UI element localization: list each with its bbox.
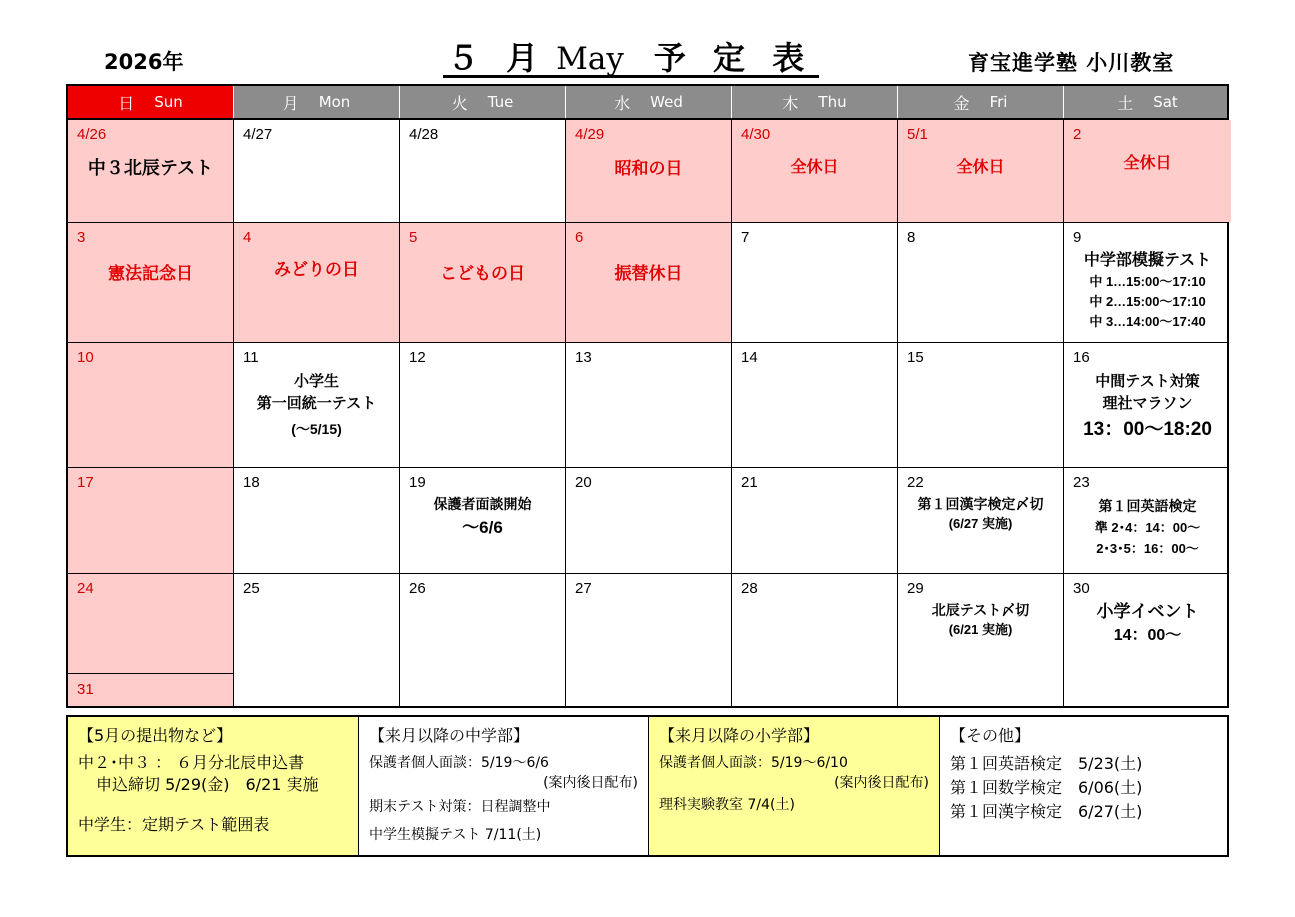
day-cell (566, 223, 732, 342)
day-cell (400, 120, 566, 222)
day-event: 昭和の日 (614, 159, 683, 178)
calendar-header (66, 84, 1229, 120)
day-number: 23 (1073, 474, 1090, 491)
day-cell (566, 343, 732, 467)
day-event: こどもの日 (440, 264, 525, 283)
school-name: 育宝進学塾 小川教室 (968, 51, 1175, 75)
day-number: 14 (741, 349, 758, 366)
info-box-title: 【その他】 (950, 726, 1031, 745)
day-number: 3 (77, 229, 86, 246)
day-number: 4/27 (243, 126, 273, 143)
day-cell (1064, 223, 1231, 342)
day-event: 全休日 (956, 159, 1005, 176)
info-box-title: 【来月以降の中学部】 (369, 726, 530, 745)
day-number: 17 (77, 474, 94, 491)
day-number: 13 (575, 349, 592, 366)
day-cell (68, 574, 234, 706)
day-cell (68, 223, 234, 342)
day-event: 北辰テスト〆切 (6/21 実施) (931, 602, 1030, 637)
day-number: 27 (575, 580, 592, 597)
day-cell (898, 343, 1064, 467)
day-header-tue: 火 Tue (400, 86, 566, 118)
info-box-elementary: 【来月以降の小学部】 保護者個人面談：5/19～6/10 (案内後日配布) 理科実験教室 7/4(土) (649, 717, 940, 855)
title-month: ５ 月 (447, 39, 547, 77)
day-number: 10 (77, 349, 94, 366)
day-cell (732, 223, 898, 342)
day-event: 小学生 第一回統一テスト (～5/15) (256, 373, 377, 437)
day-number: 19 (409, 474, 426, 491)
day-cell (898, 468, 1064, 573)
title-label: 予 定 表 (653, 39, 813, 77)
day-header-sat: 土 Sat (1117, 93, 1178, 113)
day-number: 4/28 (409, 126, 439, 143)
week-row (68, 120, 1227, 223)
day-cell (1064, 343, 1231, 467)
day-cell (732, 574, 898, 706)
day-number: 11 (243, 349, 259, 366)
info-box-junior-high: 【来月以降の中学部】 保護者個人面談：5/19～6/6 (案内後日配布) 期末テスト対策：日程調整中 中学生模擬テスト 7/11(土) (359, 717, 649, 855)
day-cell (234, 574, 400, 706)
day-cell (234, 343, 400, 467)
day-event: 保護者面談開始 ～6/6 (433, 496, 532, 537)
info-box-other: 【その他】 第１回英語検定 5/23(土) 第１回数学検定 6/06(土) 第１回漢字検定 6/27(土) (940, 717, 1227, 855)
info-box-submissions: 【5月の提出物など】 中２･中３ ： ６月分北辰申込書 申込締切 5/29(金) 6/21 実施 中学生：定期テスト範囲表 (68, 717, 359, 855)
day-number: 6 (575, 229, 584, 246)
day-cell (1064, 574, 1231, 706)
day-number: 22 (907, 474, 924, 491)
day-cell (898, 120, 1064, 222)
day-cell (566, 120, 732, 222)
day-header-sun: 日 Sun (68, 86, 234, 118)
day-header-mon: 月 Mon (234, 86, 400, 118)
day-event: 第１回英語検定 準 2･4：14：00～ 2･3･5：16：00～ (1094, 498, 1201, 556)
day-number: 16 (1073, 349, 1090, 366)
day-cell (400, 468, 566, 573)
day-cell (732, 468, 898, 573)
info-box-title: 【5月の提出物など】 (78, 726, 233, 745)
day-event: 中３北辰テスト (87, 158, 214, 178)
week-row (68, 343, 1227, 468)
day-number: 9 (1073, 229, 1082, 246)
day-number: 28 (741, 580, 758, 597)
day-number: 15 (907, 349, 924, 366)
title-month-en: May (556, 41, 624, 77)
info-panel (66, 715, 1229, 857)
day-cell (400, 343, 566, 467)
day-number: 5/1 (907, 126, 928, 143)
day-event: みどりの日 (274, 260, 359, 279)
day-number: 2 (1073, 126, 1082, 143)
day-number: 8 (907, 229, 916, 246)
info-box-title: 【来月以降の小学部】 (659, 726, 820, 745)
day-event: 憲法記念日 (108, 264, 193, 283)
day-number: 12 (409, 349, 426, 366)
day-event: 第１回漢字検定〆切 (6/27 実施) (917, 496, 1044, 531)
day-number: 4/26 (77, 126, 107, 143)
day-number: 4 (243, 229, 252, 246)
day-number: 25 (243, 580, 260, 597)
day-number: 21 (741, 474, 758, 491)
day-cell (234, 468, 400, 573)
calendar-weeks (66, 120, 1229, 708)
day-number: 20 (575, 474, 592, 491)
day-cell (566, 574, 732, 706)
day-cell (400, 223, 566, 342)
day-cell (68, 120, 234, 222)
day-cell (898, 223, 1064, 342)
day-cell (1064, 120, 1231, 222)
day-number: 31 (77, 681, 94, 698)
day-event: 全休日 (1123, 155, 1172, 172)
day-cell (400, 574, 566, 706)
day-header-fri: 金 Fri (898, 86, 1064, 118)
day-cell (68, 468, 234, 573)
day-number: 18 (243, 474, 260, 491)
day-number: 5 (409, 229, 418, 246)
day-number: 26 (409, 580, 426, 597)
week-row (68, 468, 1227, 574)
day-cell (1064, 468, 1231, 573)
day-header-wed: 水 Wed (566, 86, 732, 118)
day-cell (234, 120, 400, 222)
page-title (443, 38, 819, 78)
day-number: 4/30 (741, 126, 771, 143)
week-row (68, 574, 1227, 706)
day-number: 4/29 (575, 126, 605, 143)
week-row (68, 223, 1227, 343)
day-cell (68, 343, 234, 467)
day-number: 7 (741, 229, 750, 246)
day-event: 小学イベント 14：00～ (1096, 602, 1199, 644)
day-number: 30 (1073, 580, 1090, 597)
calendar (66, 84, 1229, 708)
day-cell (732, 120, 898, 222)
day-event: 振替休日 (614, 264, 683, 283)
day-cell (566, 468, 732, 573)
day-header-thu: 木 Thu (732, 86, 898, 118)
day-number: 29 (907, 580, 924, 597)
day-cell (898, 574, 1064, 706)
day-cell (732, 343, 898, 467)
day-event: 中学部模擬テスト 中 1…15:00～17:10 中 2…15:00～17:10 中 3…14:00～17:40 (1083, 252, 1212, 329)
day-event: 全休日 (790, 159, 839, 176)
day-event: 中間テスト対策 理社マラソン 13：00～18:20 (1083, 373, 1212, 440)
day-cell (234, 223, 400, 342)
header-year: 2026年 (104, 50, 184, 74)
day-number: 24 (77, 580, 94, 597)
